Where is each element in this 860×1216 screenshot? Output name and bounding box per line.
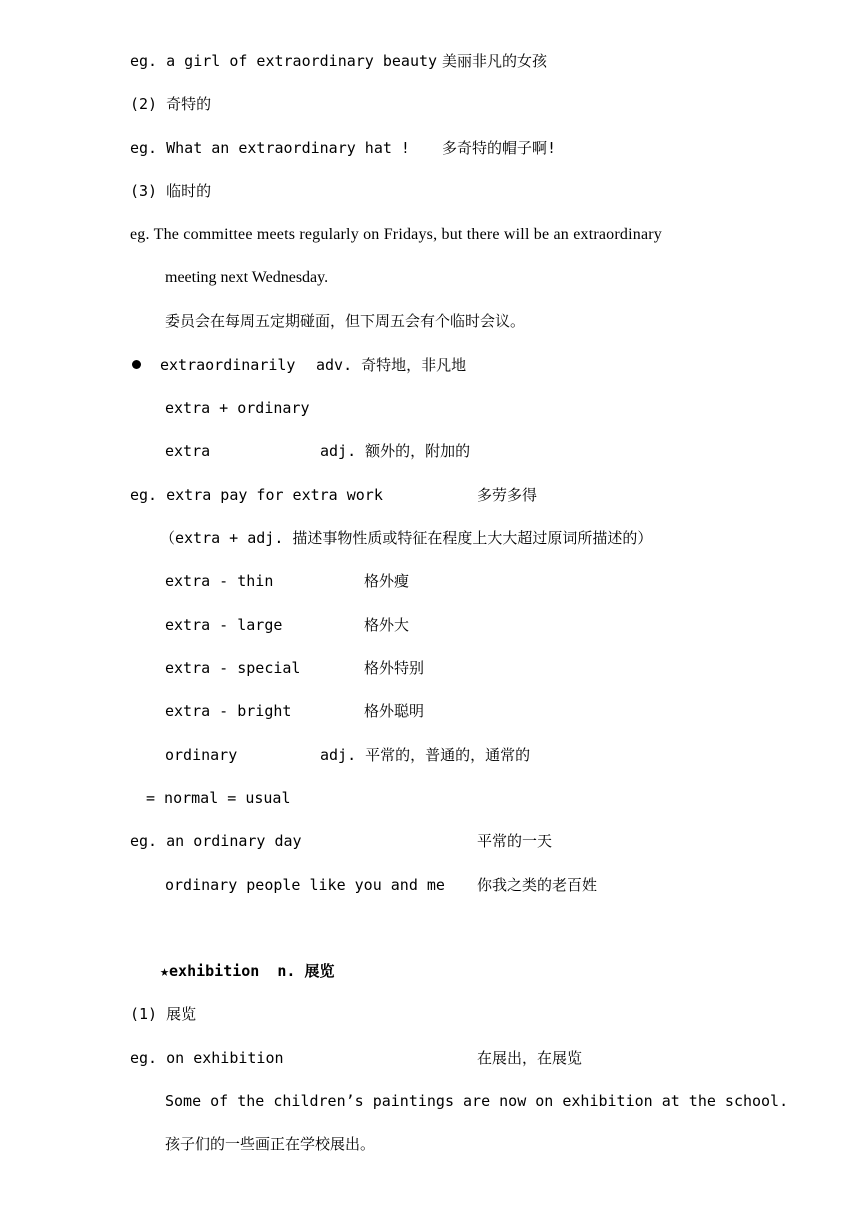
example-sentence: eg. extra pay for extra work	[130, 486, 383, 504]
example-sentence: eg. a girl of extraordinary beauty	[130, 52, 438, 70]
definition: adv. 奇特地，非凡地	[316, 356, 467, 374]
term: extra - thin	[165, 572, 274, 590]
example-translation: 平常的一天	[477, 832, 553, 850]
example-translation: 多奇特的帽子啊!	[442, 139, 557, 157]
example-sentence: eg. The committee meets regularly on Fridays, but there will be an extraordinary	[130, 226, 662, 243]
example-translation: 美丽非凡的女孩	[442, 52, 548, 70]
example-sentence: eg. What an extraordinary hat !	[130, 139, 410, 157]
definition: adj. 平常的，普通的，通常的	[320, 746, 531, 764]
example-sentence: eg. on exhibition	[130, 1049, 284, 1067]
term-translation: 格外瘦	[364, 572, 410, 590]
synonyms: = normal = usual	[146, 789, 291, 807]
term: extra - special	[165, 659, 301, 677]
term-translation: 格外特别	[364, 659, 425, 677]
sense-heading: (1) 展览	[130, 1005, 197, 1023]
bullet-icon	[132, 360, 141, 369]
term: extra	[165, 442, 211, 460]
sense-heading: (2) 奇特的	[130, 95, 212, 113]
example-sentence: ordinary people like you and me	[165, 876, 445, 894]
term: ordinary	[165, 746, 238, 764]
example-translation: 孩子们的一些画正在学校展出。	[165, 1135, 376, 1153]
term-translation: 格外聪明	[364, 702, 425, 720]
example-sentence-continued: meeting next Wednesday.	[165, 269, 329, 286]
example-translation: 多劳多得	[477, 486, 538, 504]
term: extra - bright	[165, 702, 292, 720]
example-sentence: Some of the children’s paintings are now on exhibition at the school.	[165, 1092, 789, 1110]
term: extra - large	[165, 616, 283, 634]
example-translation: 委员会在每周五定期碰面，但下周五会有个临时会议。	[165, 312, 526, 330]
headword-derivative: extraordinarily	[160, 356, 296, 374]
term-translation: 格外大	[364, 616, 410, 634]
word-formation: extra + ordinary	[165, 399, 310, 417]
example-translation: 在展出，在展览	[477, 1049, 583, 1067]
definition: adj. 额外的，附加的	[320, 442, 471, 460]
example-sentence: eg. an ordinary day	[130, 832, 302, 850]
sense-heading: (3) 临时的	[130, 182, 212, 200]
usage-note: （extra + adj. 描述事物性质或特征在程度上大大超过原词所描述的）	[160, 529, 653, 547]
example-translation: 你我之类的老百姓	[477, 876, 598, 894]
entry-heading: ★exhibition n. 展览	[160, 962, 335, 980]
